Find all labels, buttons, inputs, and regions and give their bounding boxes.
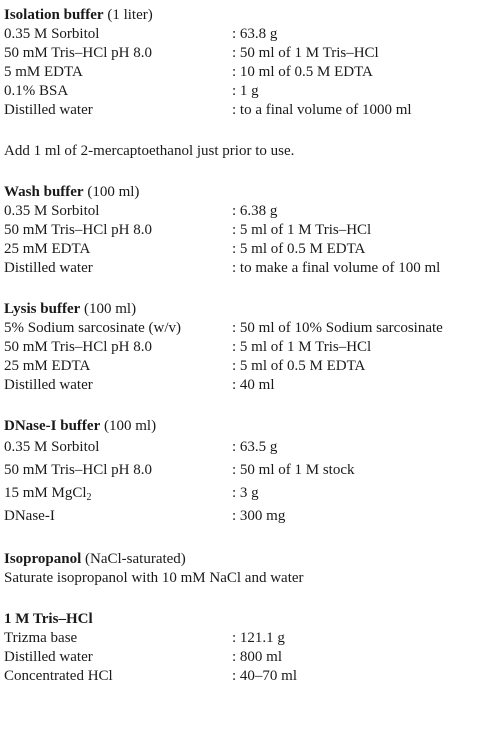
recipe-row (4, 376, 479, 395)
ingredient-label: DNase-I (4, 508, 55, 524)
section-heading (4, 417, 479, 436)
ingredient-amount: : 50 ml of 1 M stock (232, 462, 355, 478)
ingredient-label: Distilled water (4, 649, 93, 665)
section-qualifier: (100 ml) (103, 418, 157, 434)
recipe-row (4, 648, 479, 667)
ingredient-amount: : to a final volume of 1000 ml (232, 102, 412, 118)
ingredient-amount: : 121.1 g (232, 630, 285, 646)
recipe-row (4, 505, 479, 528)
ingredient-amount: : to make a final volume of 100 ml (232, 260, 441, 276)
dnase-buffer-section (4, 417, 479, 528)
ingredient-label: 50 mM Tris–HCl pH 8.0 (4, 462, 152, 478)
ingredient-label: 25 mM EDTA (4, 358, 91, 374)
recipe-row (4, 459, 479, 482)
section-title: Isolation buffer (4, 7, 104, 23)
ingredient-label: 50 mM Tris–HCl pH 8.0 (4, 45, 152, 61)
recipe-row (4, 63, 479, 82)
ingredient-label-text: 15 mM MgCl (4, 485, 87, 501)
section-qualifier: (100 ml) (87, 184, 140, 200)
ingredient-amount: : 5 ml of 1 M Tris–HCl (232, 222, 372, 238)
ingredient-amount: : 40 ml (232, 377, 275, 393)
ingredient-amount: : 50 ml of 1 M Tris–HCl (232, 45, 379, 61)
ingredient-amount: : 5 ml of 0.5 M EDTA (232, 241, 366, 257)
ingredient-label: 0.1% BSA (4, 83, 69, 99)
ingredient-label: Distilled water (4, 102, 93, 118)
ingredient-amount: : 6.38 g (232, 203, 278, 219)
recipe-row (4, 338, 479, 357)
ingredient-label: Distilled water (4, 377, 93, 393)
ingredient-amount: : 800 ml (232, 649, 283, 665)
ingredient-amount: : 50 ml of 10% Sodium sarcosinate (232, 320, 443, 336)
ingredient-amount: : 40–70 ml (232, 668, 298, 684)
lysis-buffer-section (4, 300, 479, 395)
ingredient-label: 0.35 M Sorbitol (4, 203, 100, 219)
section-heading (4, 183, 479, 202)
isolation-buffer-section (4, 6, 479, 120)
wash-buffer-section (4, 183, 479, 278)
ingredient-label: Trizma base (4, 630, 78, 646)
ingredient-label: 50 mM Tris–HCl pH 8.0 (4, 339, 152, 355)
ingredient-label: Concentrated HCl (4, 668, 113, 684)
recipe-row (4, 25, 479, 44)
section-qualifier: (1 liter) (107, 7, 153, 23)
recipe-row (4, 357, 479, 376)
ingredient-label: 0.35 M Sorbitol (4, 439, 100, 455)
ingredient-amount: : 1 g (232, 83, 259, 99)
recipe-row (4, 436, 479, 459)
section-qualifier: (100 ml) (84, 301, 137, 317)
recipe-row (4, 44, 479, 63)
recipe-row (4, 629, 479, 648)
recipe-row (4, 319, 479, 338)
ingredient-amount: : 10 ml of 0.5 M EDTA (232, 64, 373, 80)
recipe-row (4, 202, 479, 221)
ingredient-amount: : 63.8 g (232, 26, 278, 42)
section-heading (4, 300, 479, 319)
section-heading (4, 6, 479, 25)
recipe-row (4, 101, 479, 120)
tris-hcl-section (4, 610, 479, 686)
ingredient-amount: : 63.5 g (232, 439, 278, 455)
subscript: 2 (86, 492, 92, 503)
ingredient-label: Distilled water (4, 260, 93, 276)
isopropanol-section (4, 550, 479, 588)
ingredient-amount: : 3 g (232, 485, 259, 501)
recipe-row (4, 240, 479, 259)
ingredient-label: 5% Sodium sarcosinate (w/v) (4, 320, 182, 336)
section-title: Isopropanol (4, 551, 82, 567)
section-title: Wash buffer (4, 184, 84, 200)
recipe-row (4, 259, 479, 278)
ingredient-label: 25 mM EDTA (4, 241, 91, 257)
ingredient-label (4, 482, 232, 505)
ingredient-amount: : 5 ml of 1 M Tris–HCl (232, 339, 372, 355)
isopropanol-instruction: Saturate isopropanol with 10 mM NaCl and water (4, 570, 304, 586)
section-title: DNase-I buffer (4, 418, 101, 434)
section-heading (4, 550, 479, 569)
recipe-row (4, 82, 479, 101)
section-title: Lysis buffer (4, 301, 81, 317)
ingredient-label: 5 mM EDTA (4, 64, 83, 80)
recipe-row (4, 221, 479, 240)
mercaptoethanol-note: Add 1 ml of 2-mercaptoethanol just prior to use. (4, 143, 295, 159)
section-heading (4, 610, 479, 629)
ingredient-label: 0.35 M Sorbitol (4, 26, 100, 42)
section-title: 1 M Tris–HCl (4, 611, 93, 627)
ingredient-label: 50 mM Tris–HCl pH 8.0 (4, 222, 152, 238)
ingredient-amount: : 300 mg (232, 508, 286, 524)
recipe-row (4, 667, 479, 686)
recipe-row (4, 482, 479, 505)
ingredient-amount: : 5 ml of 0.5 M EDTA (232, 358, 366, 374)
section-qualifier: (NaCl-saturated) (85, 551, 186, 567)
